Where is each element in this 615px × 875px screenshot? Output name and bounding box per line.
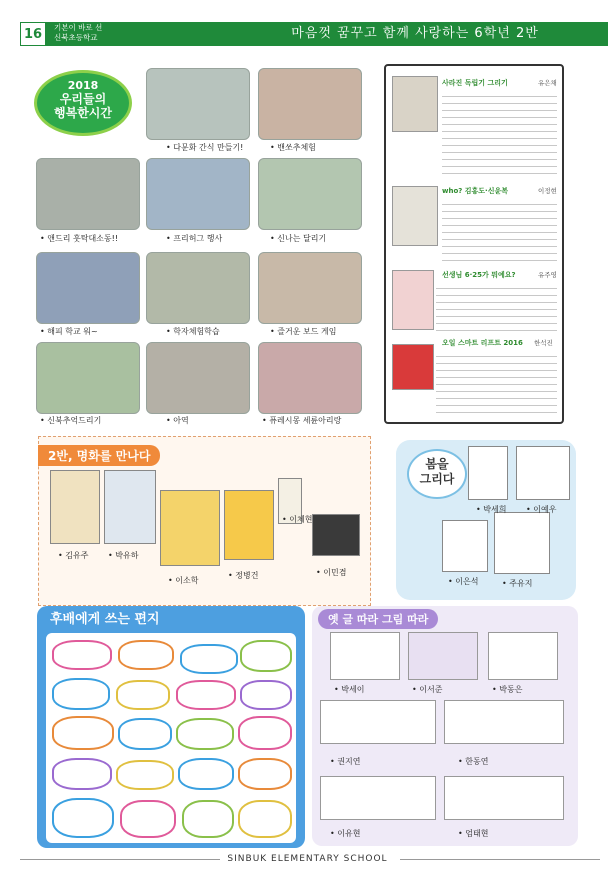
artwork (516, 446, 570, 500)
review-body (442, 198, 557, 264)
letter-bubble (116, 680, 170, 710)
artwork (224, 490, 274, 560)
photo-10 (146, 342, 250, 414)
letter-bubble (52, 798, 114, 838)
footer-school-name: SINBUK ELEMENTARY SCHOOL (227, 854, 388, 864)
artist-name: • 박유하 (108, 551, 139, 560)
photo-caption: • 즐거운 보드 게임 (270, 327, 337, 336)
letter-bubble (240, 640, 292, 672)
badge-line1: 우리들의 (59, 92, 107, 106)
photo-9 (36, 342, 140, 414)
calligraphy-artwork (320, 700, 436, 744)
review-title: 사라진 독립기 그리기 (442, 79, 508, 87)
review-title: 오일 스마트 리프트 2016 (442, 339, 523, 347)
photo-caption: • 해피 학교 워~ (40, 327, 98, 336)
review-illustration (392, 344, 434, 390)
photo-caption: • 아역 (166, 416, 189, 425)
review-author: 유주영 (538, 271, 557, 279)
calligraphy-artwork (408, 632, 478, 680)
artwork (468, 446, 508, 500)
review-title: who? 김홍도·신윤복 (442, 187, 508, 195)
artwork (50, 470, 100, 544)
review-illustration (392, 186, 438, 246)
page-header (20, 22, 608, 46)
review-body (436, 282, 557, 334)
review-illustration (392, 270, 434, 330)
school-motto: 기본이 바로 선 (54, 23, 103, 32)
review-body (442, 90, 557, 178)
review-author: 유은채 (538, 79, 557, 87)
artist-name: • 이유현 (330, 829, 361, 838)
artist-name: • 이예우 (526, 505, 557, 514)
photo-caption: • 학자체험학습 (166, 327, 220, 336)
review-illustration (392, 76, 438, 132)
letter-bubble (52, 640, 112, 670)
artist-name: • 이소학 (168, 576, 199, 585)
photo-6 (36, 252, 140, 324)
badge-year: 2018 (67, 79, 99, 92)
photo-2 (258, 68, 362, 140)
calligraphy-artwork (444, 700, 564, 744)
review-title: 선생님 6·25가 뭐예요? (442, 271, 516, 279)
badge-line2: 행복한시간 (54, 106, 112, 120)
letter-bubble (120, 800, 176, 838)
artist-name: • 이체현 (282, 515, 313, 524)
school-title: 신북초등학교 (54, 33, 98, 42)
photo-7 (146, 252, 250, 324)
artist-name: • 주유지 (502, 579, 533, 588)
calligraphy-artwork (444, 776, 564, 820)
letter-bubble (118, 718, 172, 750)
photo-3 (36, 158, 140, 230)
school-name (54, 23, 102, 43)
letter-bubble (176, 680, 236, 710)
spring-title: 봄을 그리다 (407, 449, 467, 499)
review-author: 이정현 (538, 187, 557, 195)
review-body (436, 350, 557, 414)
letter-bubble (52, 758, 112, 790)
photo-caption: • 신나는 달리기 (270, 234, 327, 243)
letter-bubble (178, 758, 234, 790)
letter-bubble (52, 678, 110, 710)
calligraphy-title: 옛 글 따라 그림 따라 (318, 609, 438, 629)
letters-title: 후배에게 쓰는 편지 (50, 612, 160, 627)
artwork (160, 490, 220, 566)
photo-caption: • 밴쏘추체험 (270, 143, 316, 152)
letter-bubble (238, 716, 292, 750)
photo-5 (258, 158, 362, 230)
artwork (494, 512, 550, 574)
photo-caption: • 퓨레시몽 세륜아리랑 (262, 416, 342, 425)
letter-bubble (176, 718, 234, 750)
letter-bubble (180, 644, 238, 674)
artwork (104, 470, 156, 544)
photo-caption: • 프리허그 행사 (166, 234, 223, 243)
artist-name: • 한동연 (458, 757, 489, 766)
artwork (312, 514, 360, 556)
artist-name: • 엄태현 (458, 829, 489, 838)
calligraphy-artwork (488, 632, 558, 680)
letter-bubble (240, 680, 292, 710)
artist-name: • 이민겸 (316, 568, 347, 577)
page-number: 16 (20, 22, 46, 46)
artist-name: • 김유주 (58, 551, 89, 560)
artwork (442, 520, 488, 572)
photo-4 (146, 158, 250, 230)
photo-caption: • 앤드리 훗탁대소동!! (40, 234, 119, 243)
letter-bubble (52, 716, 114, 750)
photo-caption: • 신북추억드리기 (40, 416, 102, 425)
calligraphy-artwork (320, 776, 436, 820)
review-author: 한석진 (534, 339, 553, 347)
letter-bubble (238, 800, 292, 838)
artist-name: • 박세희 (476, 505, 507, 514)
letter-bubble (118, 640, 174, 670)
letter-bubble (238, 758, 292, 790)
artist-name: • 박동은 (492, 685, 523, 694)
masterpiece-title: 2반, 명화를 만나다 (38, 445, 160, 466)
letter-bubble (116, 760, 174, 790)
letter-bubble (182, 800, 234, 838)
happy-time-badge (34, 70, 132, 136)
photo-8 (258, 252, 362, 324)
artist-name: • 권지연 (330, 757, 361, 766)
class-slogan: 마음껏 꿈꾸고 함께 사랑하는 6학년 2반 (291, 26, 539, 41)
artist-name: • 박세이 (334, 685, 365, 694)
photo-caption: • 다문화 간식 만들기! (166, 143, 244, 152)
artist-name: • 정병건 (228, 571, 259, 580)
artist-name: • 이은석 (448, 577, 479, 586)
photo-1 (146, 68, 250, 140)
artist-name: • 이서준 (412, 685, 443, 694)
calligraphy-artwork (330, 632, 400, 680)
photo-11 (258, 342, 362, 414)
